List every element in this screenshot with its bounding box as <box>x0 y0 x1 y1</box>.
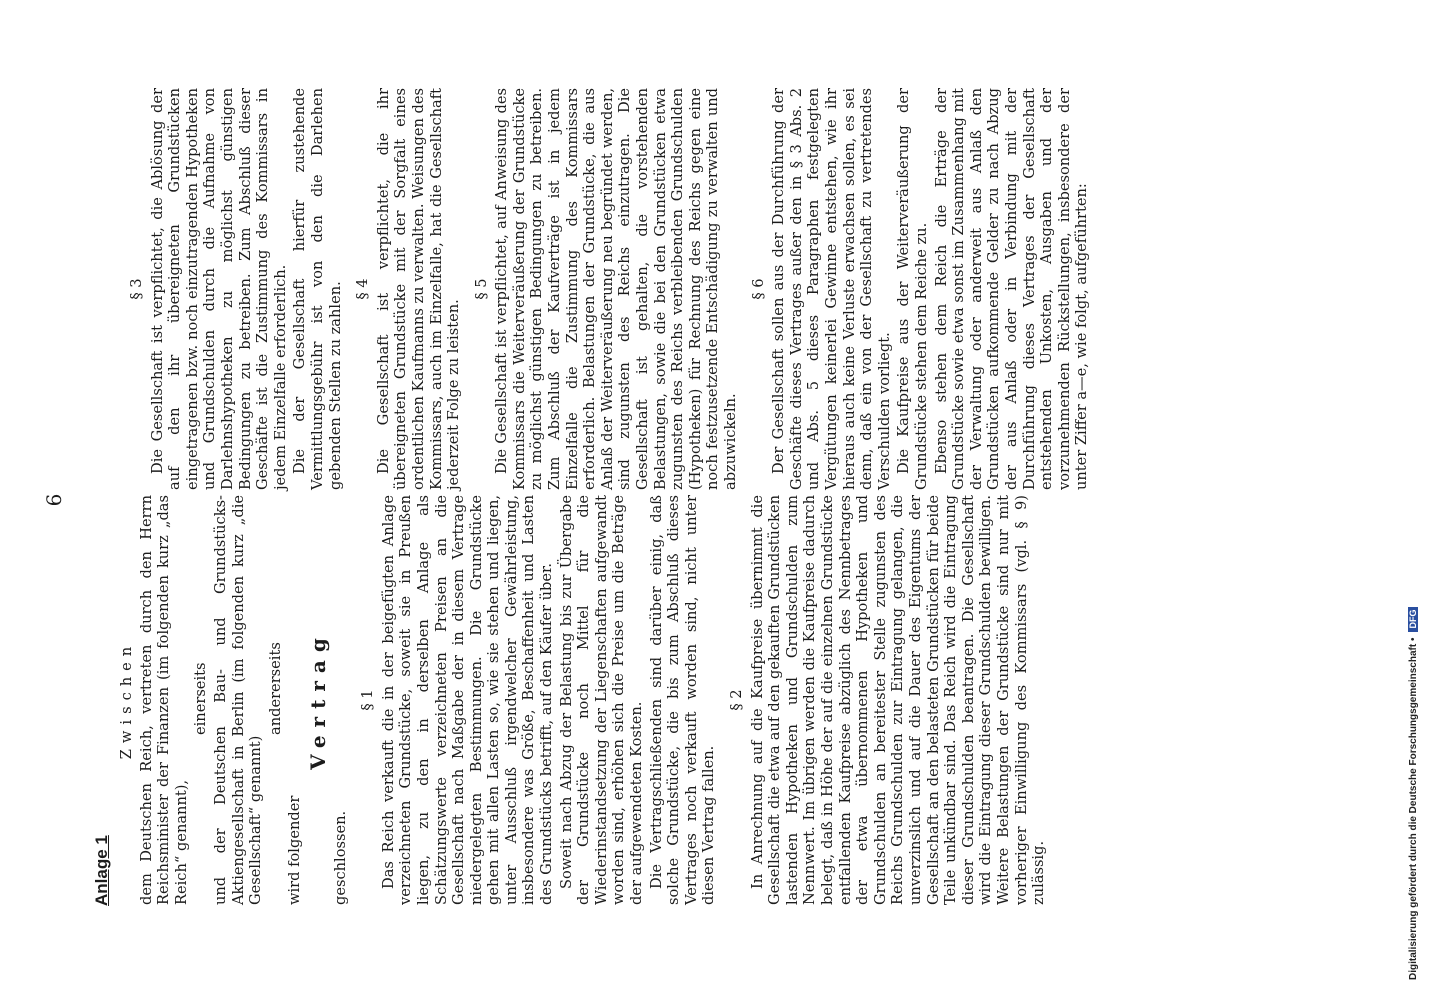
dfg-logo: DFG <box>1408 607 1418 632</box>
section-5-heading: § 5 <box>472 278 490 300</box>
footer-text: Digitalisierung gefördert durch die Deutsche Forschungsgemeinschaft • <box>1408 637 1419 980</box>
concluded-text: geschlossen. <box>331 810 349 905</box>
party-gesellschaft-tag: andererseits <box>266 642 284 735</box>
left-column <box>118 495 1050 905</box>
following-text: wird folgender <box>286 795 304 905</box>
section-4-heading: § 4 <box>354 278 372 300</box>
section-1-heading: § 1 <box>359 689 377 711</box>
section-4-paragraph-1: Die Gesellschaft ist verpflichtet, die ihr übereigneten Grundstücke mit der Sorgfalt eines ordentlichen Kaufmanns zu verwalten. Weisungen des Kommissars, auch im Einzelfalle, hat die Gesellschaft jederzeit Folge zu leisten. <box>374 88 463 490</box>
right-column <box>118 88 1093 490</box>
section-2-paragraph-1: In Anrechnung auf die Kaufpreise übernimmt die Gesellschaft die etwa auf den gekauften Grundstücken lastenden Hypotheken und Grundschulden zum Nennwert. Im übrigen werden die Kaufpreise dadurch belegt, daß in Höhe der auf die einzelnen Grundstücke entfallenden Kaufpreise abzüglich des Nennbetrages der etwa übernommenen Hypotheken und Grundschulden an bereitester Stelle zugunsten des Reichs Grundschulden zur Eintragung gelangen, die unverzinslich und auf die Dauer des Eigentums der Gesellschaft an den belasteten Grundstücken für beide Teile unkündbar sind. Das Reich wird die Eintragung dieser Grundschulden beantragen. Die Gesellschaft wird die Eintragung dieser Grundschulden bewilligen. Weitere Belastungen der Grundstücke sind nur mit vorheriger Einwilligung des Kommissars (vgl. § 9) zulässig. <box>748 495 1048 905</box>
section-3-heading: § 3 <box>128 278 145 300</box>
section-1-paragraph-1: Das Reich verkauft die in der beigefügten Anlage verzeichneten Grundstücke, soweit sie in Preußen liegen, zu den in derselben Anlage als Schätzungswerte verzeichneten Preisen an die Gesellschaft nach Maßgabe der in diesem Vertrage niedergelegten Bestimmungen. Die Grundstücke gehen mit allen Lasten so, wie sie stehen und liegen, unter Ausschluß irgendwelcher Gewährleistung, insbesondere was Größe, Beschaffenheit und Lasten des Grundstücks betrifft, auf den Käufer über. <box>379 495 556 905</box>
contract-title: Vertrag <box>305 630 330 770</box>
party-reich-tag: einerseits <box>192 662 210 735</box>
section-3-paragraph-2: Die der Gesellschaft hierfür zustehende Vermittlungsgebühr ist von den die Darlehen gebenden Stellen zu zahlen. <box>291 88 344 490</box>
annex-label: Anlage 1 <box>92 835 111 906</box>
section-6-paragraph-2: Die Kaufpreise aus der Weiterveräußerung der Grundstücke stehen dem Reiche zu. <box>895 88 930 490</box>
section-6-paragraph-1: Der Gesellschaft sollen aus der Durchführung der Geschäfte dieses Vertrages außer den in § 3 Abs. 2 und Abs. 5 dieses Paragraphen festgelegten Vergütungen keinerlei Gewinne entstehen, wie ihr hieraus auch keine Verluste erwachsen sollen, es sei denn, daß ein von der Gesellschaft zu vertretendes Verschulden vorliegt. <box>770 88 893 490</box>
section-3-paragraph-1: Die Gesellschaft ist verpflichtet, die Ablösung der auf den ihr übereigneten Grundstücken eingetragenen bzw. noch einzutragenden Hypotheken und Grundschulden durch die Aufnahme von Darlehnshypotheken zu möglichst günstigen Bedingungen zu betreiben. Zum Abschluß dieser Geschäfte ist die Zustimmung des Kommissars in jedem Einzelfalle erforderlich. <box>148 88 289 490</box>
section-5-paragraph-1: Die Gesellschaft ist verpflichtet, auf Anweisung des Kommissars die Weiterveräußerung der Grundstücke zu möglichst günstigen Bedingungen zu betreiben. Zum Abschluß der Kaufverträge ist in jedem Einzelfalle die Zustimmung des Kommissars erforderlich. Belastungen der Grundstücke, die aus Anlaß der Weiterveräußerung neu begründet werden, sind zugunsten des Reichs einzutragen. Die Gesellschaft ist gehalten, die vorstehenden Belastungen, sowie die bei den Grundstücken etwa zugunsten des Reichs verbleibenden Grundschulden (Hypotheken) für Rechnung des Reichs gegen eine noch festzusetzende Entschädigung zu verwalten und abzuwickeln. <box>493 88 739 490</box>
section-2-heading: § 2 <box>728 689 745 711</box>
section-1-paragraph-2: Soweit nach Abzug der Belastung bis zur Übergabe der Grundstücke noch Mittel für die Wiederinstandsetzung der Liegenschaften aufgewandt worden sind, erhöhen sich die Preise um die Beträge der aufgewendeten Kosten. <box>557 495 646 905</box>
party-reich: dem Deutschen Reich, vertreten durch den Herrn Reichsminister der Finanzen (im folgenden kurz „das Reich“ genannt), <box>137 495 190 905</box>
heading-between: Zwischen <box>118 640 135 760</box>
section-6-paragraph-3: Ebenso stehen dem Reich die Erträge der Grundstücke sowie etwa sonst im Zusammenhang mit der Verwaltung oder anderweit aus Anlaß den Grundstücken aufkommende Gelder zu nach Abzug der aus Anlaß oder in Verbindung mit der Durchführung dieses Vertrages der Gesellschaft entstehenden Unkosten, Ausgaben und der vorzunehmenden Rückstellungen, insbesondere der unter Ziffer a—e, wie folgt, aufgeführten: <box>932 88 1091 490</box>
section-6-heading: § 6 <box>749 278 767 300</box>
digitization-footer <box>1408 607 1419 980</box>
page-number: 6 <box>42 493 66 507</box>
section-1-paragraph-3: Die Vertragschließenden sind darüber einig, daß solche Grundstücke, die bis zum Abschluß dieses Vertrages noch verkauft worden sind, nicht unter diesen Vertrag fallen. <box>647 495 718 905</box>
party-gesellschaft: und der Deutschen Bau- und Grundstücks-Aktiengesellschaft in Berlin (im folgenden kurz „die Gesellschaft“ genannt) <box>211 495 265 905</box>
